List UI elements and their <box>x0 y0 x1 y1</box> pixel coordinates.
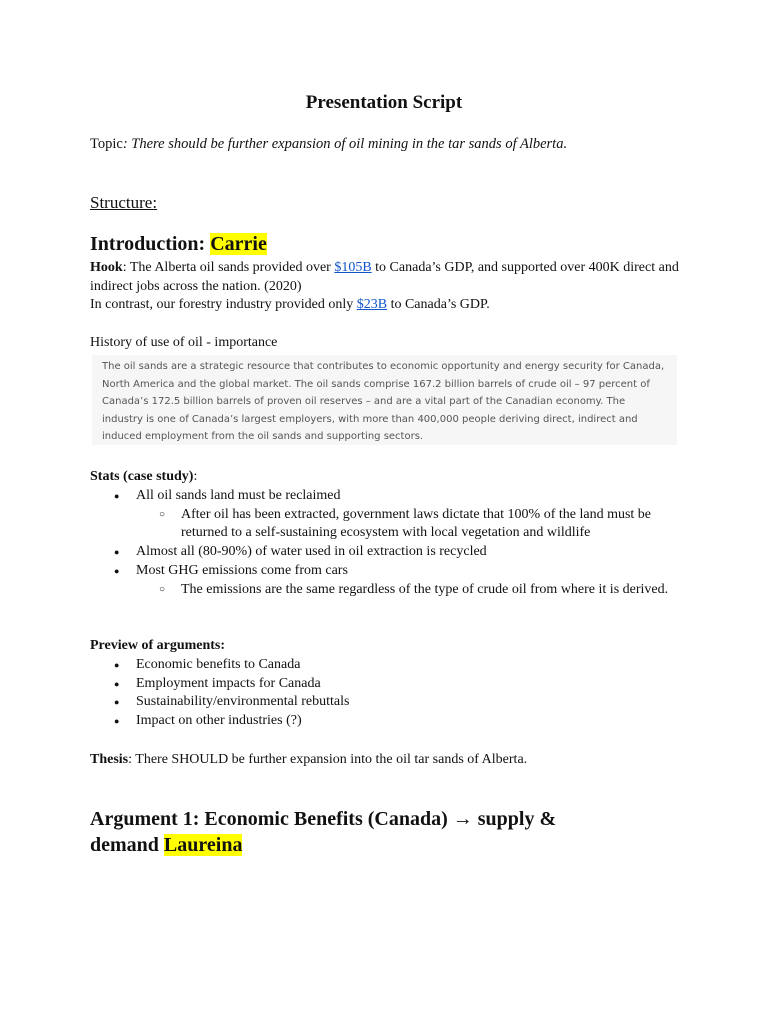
thesis-label: Thesis <box>90 752 129 767</box>
introduction-heading-text: Introduction: <box>90 233 211 255</box>
list-item: ● Sustainability/environmental rebuttals <box>90 693 690 712</box>
topic-text: There should be further expansion of oil mining in the tar sands of Alberta. <box>127 136 568 152</box>
list-item: ● Impact on other industries (?) <box>90 712 690 731</box>
list-item: ● Economic benefits to Canada <box>90 656 690 675</box>
hook-text-a: : The Alberta oil sands provided over <box>122 260 335 275</box>
topic-line <box>90 136 690 153</box>
thesis-paragraph <box>90 751 690 770</box>
structure-heading: Structure: <box>90 193 158 212</box>
contrast-text-a: In contrast, our forestry industry provided only <box>90 297 357 312</box>
preview-heading <box>90 637 690 656</box>
preview-label: Preview of arguments: <box>90 638 226 653</box>
thesis-text: : There SHOULD be further expansion into the oil tar sands of Alberta. <box>128 752 528 767</box>
gdp-23b-link[interactable]: $23B <box>356 297 388 312</box>
gdp-105b-link[interactable]: $105B <box>334 260 372 275</box>
introduction-presenter: Carrie <box>210 233 267 255</box>
list-item: ● Employment impacts for Canada <box>90 675 690 694</box>
sub-list-item: ○ The emissions are the same regardless of the type of crude oil from where it is derived. <box>136 581 690 600</box>
stats-colon: : <box>193 469 198 484</box>
contrast-text-b: to Canada’s GDP. <box>387 297 490 312</box>
page-title: Presentation Script <box>305 92 463 113</box>
hook-text-b: to Canada’s GDP, and supported over 400K direct and indirect jobs across the nation. (2020) <box>90 260 679 294</box>
hook-label: Hook <box>90 260 123 275</box>
topic-colon: : <box>122 136 128 152</box>
argument-1-heading-line1: Argument 1: Economic Benefits (Canada) → supply & <box>90 808 557 830</box>
argument-1-heading-line2: demand <box>90 834 164 856</box>
oil-sands-quote-image: The oil sands are a strategic resource that contributes to economic opportunity and energy security for Canada, North America and the global market. The oil sands comprise 167.2 billion barrels of crude oil – 97 percent of Canada’s 172.5 billion barrels of proven oil reserves – and are a vital part of the Canadian economy. The industry is one of Canada’s largest employers, with more than 400,000 people deriving direct, indirect and induced employment from the oil sands and supporting sectors. <box>92 355 677 445</box>
list-item: ● Almost all (80-90%) of water used in oil extraction is recycled <box>90 543 690 562</box>
list-item-text: All oil sands land must be reclaimed <box>136 488 341 503</box>
list-item-text: Most GHG emissions come from cars <box>136 562 348 578</box>
list-item <box>90 562 690 599</box>
introduction-heading <box>90 233 267 256</box>
argument-1-presenter: Laureina <box>163 834 243 856</box>
stats-list <box>90 487 690 599</box>
preview-list <box>90 656 690 731</box>
sub-list <box>136 581 690 600</box>
topic-label: Topic <box>90 136 123 152</box>
argument-1-heading <box>90 806 556 858</box>
hook-paragraph <box>90 259 690 315</box>
sub-list <box>136 506 690 543</box>
stats-heading <box>90 468 690 487</box>
sub-list-item: ○ After oil has been extracted, government laws dictate that 100% of the land must be returned to a self-sustaining ecosystem with local vegetation and wildlife <box>136 506 690 543</box>
list-item <box>90 487 690 543</box>
stats-label: Stats (case study) <box>90 469 194 484</box>
history-label: History of use of oil - importance <box>90 335 278 350</box>
